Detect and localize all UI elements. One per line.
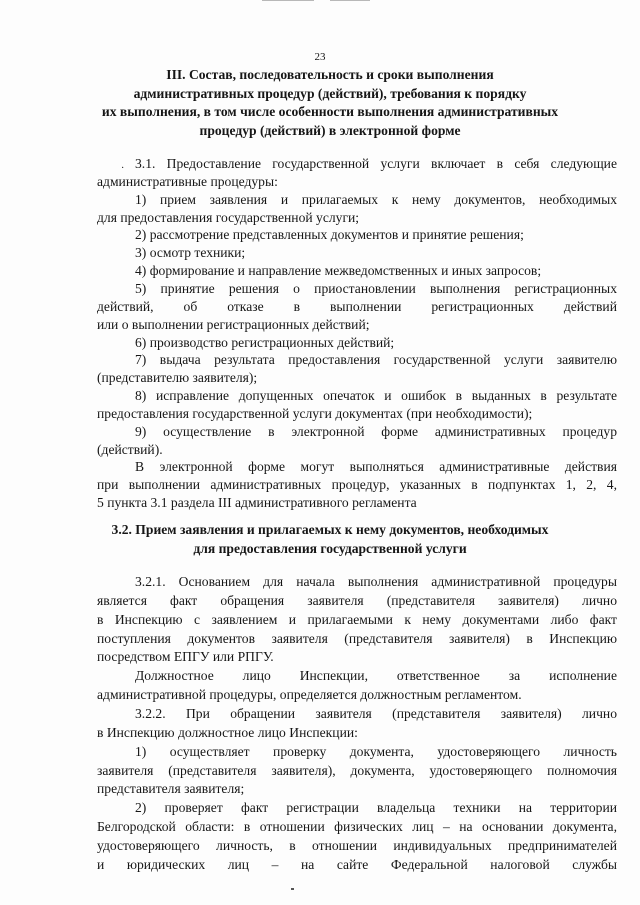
text-line: 3.2.2. При обращении заявителя (представителя заявителя) лично	[135, 705, 617, 721]
text-line: в Инспекцию с заявлением и прилагаемыми к нему документами либо факт	[97, 611, 617, 627]
text-line: заявителя (представителя заявителя), документа, удостоверяющего полномочия	[97, 762, 617, 778]
text-line: в Инспекцию должностное лицо Инспекции:	[97, 724, 358, 740]
text-line: административные процедуры:	[97, 173, 278, 189]
text-line: (действий).	[97, 441, 163, 457]
text-line: 4) формирование и направление межведомственных и иных запросов;	[135, 263, 542, 279]
text-line: действий, об отказе в выполнении регистрационных действий	[97, 298, 617, 314]
scan-dot: ·	[121, 163, 125, 174]
scan-edge-mark	[262, 0, 314, 3]
text-line: административной процедуры, определяется должностным регламентом.	[97, 687, 522, 703]
scan-edge-mark	[330, 0, 370, 3]
section-3-2-title-line: 3.2. Прием заявления и прилагаемых к нему документов, необходимых	[111, 522, 549, 537]
text-line: для предоставления государственной услуги;	[97, 209, 360, 225]
text-line: 1) прием заявления и прилагаемых к нему документов, необходимых	[135, 191, 617, 207]
text-line: при выполнении административных процедур, указанных в подпунктах 1, 2, 4,	[97, 477, 617, 493]
text-line: Белгородской области: в отношении физических лиц – на основании документа,	[97, 819, 617, 835]
text-line: (представителю заявителя);	[97, 370, 258, 386]
text-line: 3.2.1. Основанием для начала выполнения административной процедуры	[135, 574, 617, 589]
text-line: посредством ЕПГУ или РПГУ.	[97, 649, 274, 665]
text-line: является факт обращения заявителя (представителя заявителя) лично	[97, 592, 617, 608]
scan-dot	[291, 888, 294, 890]
section-3-title	[60, 66, 600, 140]
text-line: и юридических лиц – на сайте Федеральной налоговой службы	[97, 856, 617, 872]
text-line: удостоверяющего личность, в отношении индивидуальных предпринимателей	[97, 837, 617, 853]
text-line: 9) осуществление в электронной форме административных процедур	[135, 423, 617, 439]
text-line: предоставления государственной услуги документах (при необходимости);	[97, 405, 533, 421]
text-line: 7) выдача результата предоставления государственной услуги заявителю	[135, 352, 617, 368]
text-line: 2) рассмотрение представленных документов и принятие решения;	[135, 227, 524, 243]
text-line: 2) проверяет факт регистрации владельца техники на территории	[135, 800, 617, 816]
text-line: 5 пункта 3.1 раздела III административного регламента	[97, 495, 417, 511]
text-line: 1) осуществляет проверку документа, удостоверяющего личность	[135, 743, 617, 759]
section-3-title-line: административных процедур (действий), требования к порядку	[133, 85, 527, 101]
text-line: 3.1. Предоставление государственной услуги включает в себя следующие	[135, 156, 617, 171]
section-3-title-line: их выполнения, в том числе особенности выполнения административных	[101, 104, 559, 119]
page-number: 23	[314, 51, 326, 63]
text-line: представителя заявителя;	[97, 781, 245, 797]
text-line: поступления документов заявителя (представителя заявителя) в Инспекцию	[97, 630, 617, 646]
section-3-title-line: III. Состав, последовательность и сроки выполнения	[166, 67, 494, 82]
text-line: 8) исправление допущенных опечаток и ошибок в выданных в результате	[135, 388, 617, 404]
text-line: 5) принятие решения о приостановлении выполнения регистрационных	[135, 280, 617, 296]
text-line: 6) производство регистрационных действий;	[135, 334, 395, 350]
section-3-2-title	[60, 521, 600, 558]
section-3-2-title-line: для предоставления государственной услуги	[193, 540, 467, 556]
text-line: 3) осмотр техники;	[135, 245, 246, 261]
text-line: В электронной форме могут выполняться административные действия	[135, 459, 617, 475]
section-3-title-line: процедур (действий) в электронной форме	[199, 122, 461, 138]
text-line: или о выполнении регистрационных действий;	[97, 316, 370, 332]
text-line: Должностное лицо Инспекции, ответственное за исполнение	[135, 668, 617, 684]
